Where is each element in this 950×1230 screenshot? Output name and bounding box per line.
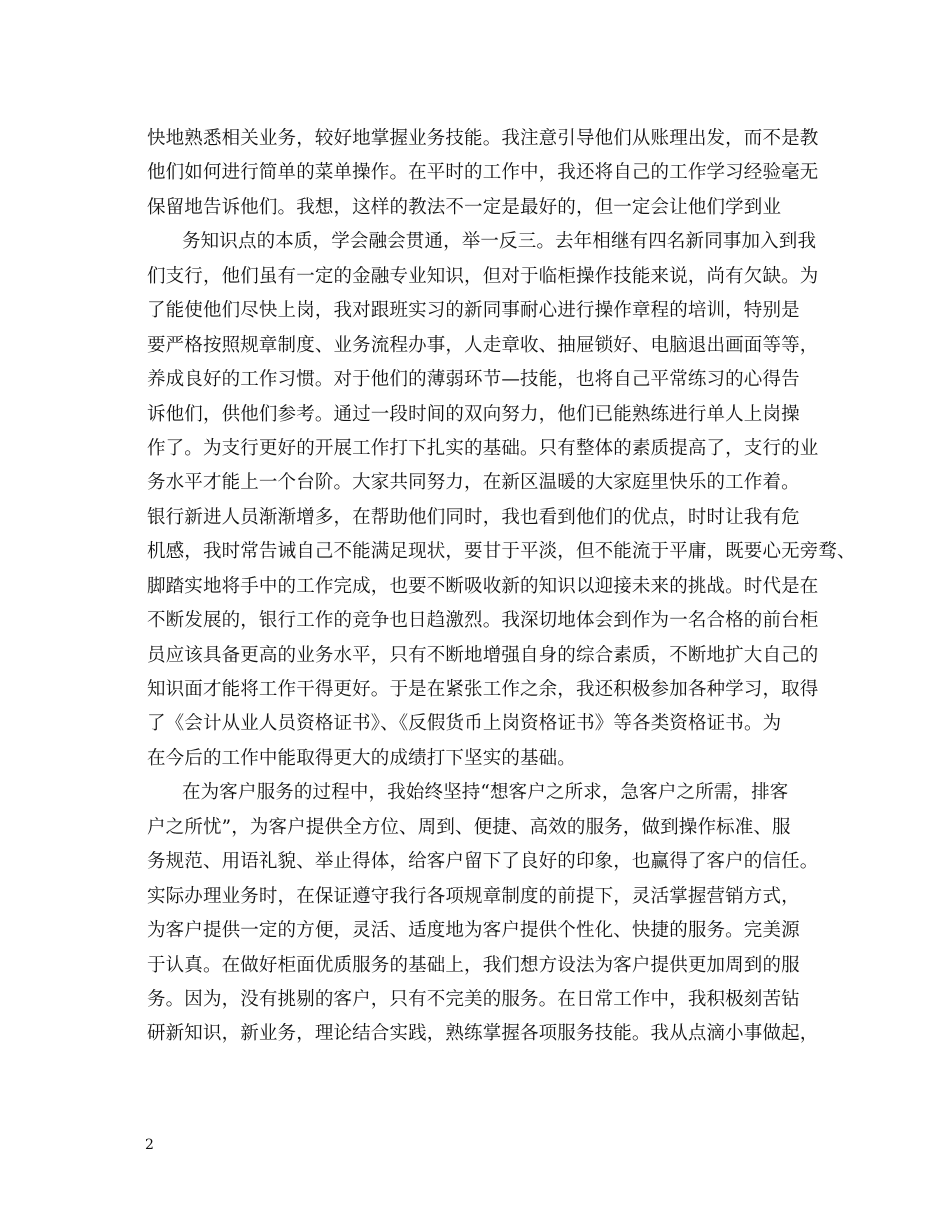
text-line: 作了。为支行更好的开展工作打下扎实的基础。只有整体的素质提高了，支行的业	[147, 437, 819, 459]
text-line: 务知识点的本质，学会融会贯通，举一反三。去年相继有四名新同事加入到我	[182, 231, 817, 253]
text-line: 研新知识，新业务，理论结合实践，熟练掌握各项服务技能。我从点滴小事做起，	[147, 1023, 819, 1045]
text-line: 务水平才能上一个台阶。大家共同努力，在新区温暖的大家庭里快乐的工作着。	[147, 472, 800, 494]
text-line: 机感，我时常告诫自己不能满足现状，要甘于平淡，但不能流于平庸，既要心无旁骛、	[147, 541, 856, 563]
text-line: 不断发展的，银行工作的竞争也日趋激烈。我深切地体会到作为一名合格的前台柜	[147, 610, 819, 632]
body-text	[147, 122, 856, 1052]
text-line: 于认真。在做好柜面优质服务的基础上，我们想方设法为客户提供更加周到的服	[147, 954, 800, 976]
text-line: 他们如何进行简单的菜单操作。在平时的工作中，我还将自己的工作学习经验毫无	[147, 162, 819, 184]
text-line: 了能使他们尽快上岗，我对跟班实习的新同事耐心进行操作章程的培训，特别是	[147, 300, 800, 322]
text-line: 要严格按照规章制度、业务流程办事，人走章收、抽屉锁好、电脑退出画面等等，	[147, 334, 819, 356]
text-line: 实际办理业务时，在保证遵守我行各项规章制度的前提下，灵活掌握营销方式，	[147, 885, 800, 907]
text-line: 为客户提供一定的方便，灵活、适度地为客户提供个性化、快捷的服务。完美源	[147, 920, 800, 942]
text-line: 在为客户服务的过程中，我始终坚持“想客户之所求，急客户之所需，排客	[182, 782, 789, 804]
text-line: 务。因为，没有挑剔的客户，只有不完美的服务。在日常工作中，我积极刻苦钻	[147, 988, 800, 1010]
text-line: 诉他们，供他们参考。通过一段时间的双向努力，他们已能熟练进行单人上岗操	[147, 403, 800, 425]
text-line: 银行新进人员渐渐增多，在帮助他们同时，我也看到他们的优点，时时让我有危	[147, 506, 800, 528]
text-line: 脚踏实地将手中的工作完成，也要不断吸收新的知识以迎接未来的挑战。时代是在	[147, 575, 819, 597]
text-line: 知识面才能将工作干得更好。于是在紧张工作之余，我还积极参加各种学习，取得	[147, 679, 819, 700]
text-line: 了《会计从业人员资格证书》、《反假货币上岗资格证书》等各类资格证书。为	[147, 713, 782, 735]
text-line: 员应该具备更高的业务水平，只有不断地增强自身的综合素质，不断地扩大自己的	[147, 644, 819, 666]
text-line: 们支行，他们虽有一定的金融专业知识，但对于临柜操作技能来说，尚有欠缺。为	[147, 265, 819, 287]
text-line: 快地熟悉相关业务，较好地掌握业务技能。我注意引导他们从账理出发，而不是教	[147, 128, 819, 149]
text-line: 养成良好的工作习惯。对于他们的薄弱环节—技能，也将自己平常练习的心得告	[147, 369, 800, 391]
text-line: 在今后的工作中能取得更大的成绩打下坚实的基础。	[147, 747, 576, 769]
text-line: 务规范、用语礼貌、举止得体，给客户留下了良好的印象，也赢得了客户的信任。	[147, 851, 819, 873]
page-number: 2	[145, 1137, 154, 1153]
text-line: 户之所忧”，为客户提供全方位、周到、便捷、高效的服务，做到操作标准、服	[147, 816, 791, 838]
text-line: 保留地告诉他们。我想，这样的教法不一定是最好的，但一定会让他们学到业	[147, 196, 782, 218]
